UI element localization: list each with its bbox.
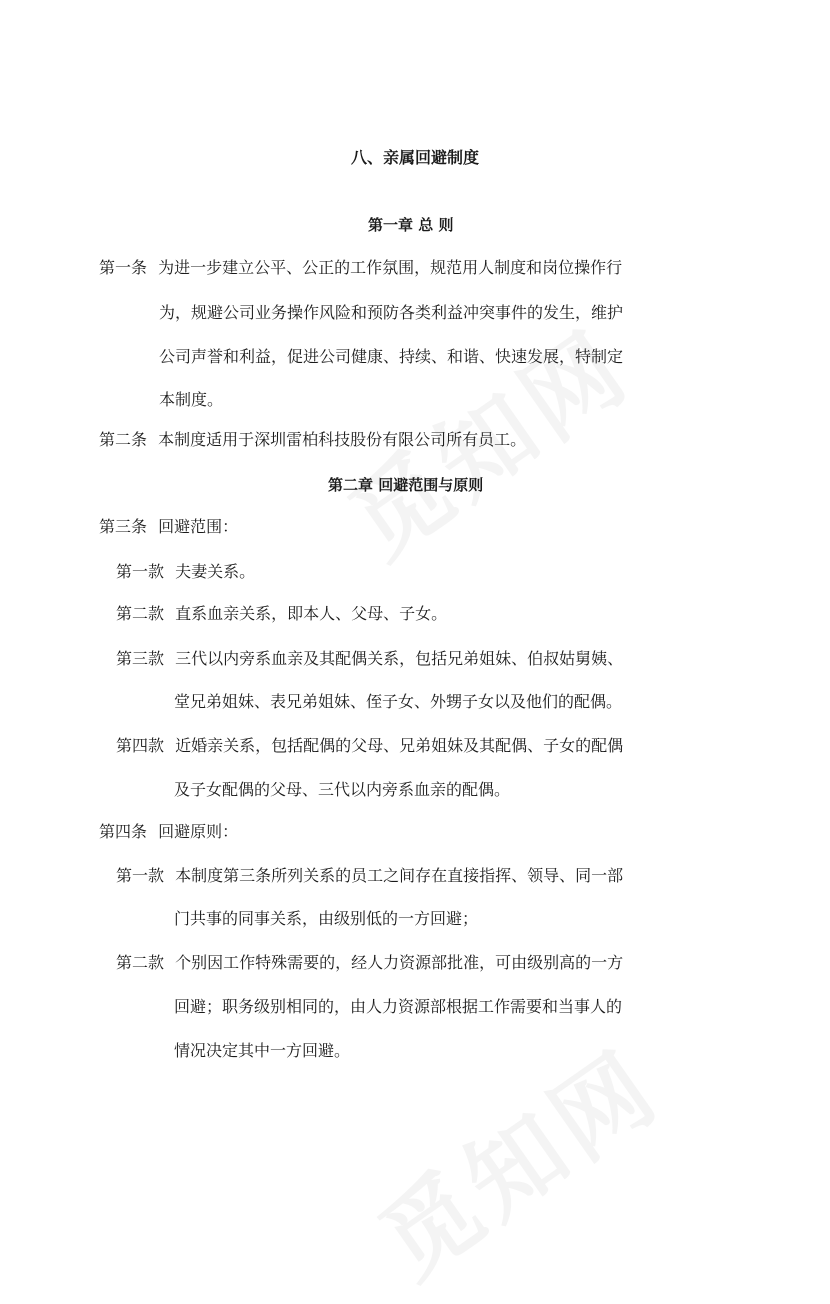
clause-text: 近婚亲关系，包括配偶的父母、兄弟姐妹及其配偶、子女的配偶 xyxy=(175,736,624,755)
article-1 xyxy=(99,258,622,278)
clause-text: 个别因工作特殊需要的，经人力资源部批准，可由级别高的一方 xyxy=(175,953,624,972)
article-label: 第一条 xyxy=(99,258,148,277)
article-text: 回避范围： xyxy=(158,517,239,536)
clause xyxy=(116,866,623,886)
clause-label: 第二款 xyxy=(116,953,165,972)
clause-label: 第四款 xyxy=(116,736,165,755)
clause-text: 本制度第三条所列关系的员工之间存在直接指挥、领导、同一部 xyxy=(175,866,624,885)
clause xyxy=(116,953,623,973)
article-2 xyxy=(99,430,526,450)
article-label: 第二条 xyxy=(99,430,148,449)
article-text-line: 为，规避公司业务操作风险和预防各类利益冲突事件的发生，维护 xyxy=(159,303,624,322)
clause-text-line: 情况决定其中一方回避。 xyxy=(174,1041,351,1060)
clause-label: 第一款 xyxy=(116,562,165,581)
clause-text: 夫妻关系。 xyxy=(175,562,256,581)
clause xyxy=(116,562,255,582)
document-title: 八、亲属回避制度 xyxy=(350,148,479,167)
chapter-heading: 第二章 回避范围与原则 xyxy=(328,476,484,494)
article-text-line: 本制度。 xyxy=(159,390,224,409)
clause-text-line: 及子女配偶的父母、三代以内旁系血亲的配偶。 xyxy=(174,780,511,799)
clause xyxy=(116,736,623,756)
clause-label: 第一款 xyxy=(116,866,165,885)
clause-text-line: 门共事的同事关系，由级别低的一方回避； xyxy=(174,909,479,928)
article-label: 第三条 xyxy=(99,517,148,536)
clause-text: 三代以内旁系血亲及其配偶关系，包括兄弟姐妹、伯叔姑舅姨、 xyxy=(175,649,624,668)
clause-label: 第三款 xyxy=(116,649,165,668)
clause xyxy=(116,604,447,624)
article-3 xyxy=(99,517,238,537)
article-text: 本制度适用于深圳雷柏科技股份有限公司所有员工。 xyxy=(158,430,527,449)
clause-text-line: 堂兄弟姐妹、表兄弟姐妹、侄子女、外甥子女以及他们的配偶。 xyxy=(174,692,623,711)
watermark xyxy=(349,1013,683,1304)
clause-text: 直系血亲关系，即本人、父母、子女。 xyxy=(175,604,448,623)
article-text: 回避原则： xyxy=(158,822,239,841)
clause-text-line: 回避；职务级别相同的，由人力资源部根据工作需要和当事人的 xyxy=(174,997,623,1016)
article-4 xyxy=(99,822,238,842)
chapter-heading: 第一章 总 则 xyxy=(368,216,454,234)
article-text: 为进一步建立公平、公正的工作氛围，规范用人制度和岗位操作行 xyxy=(158,258,623,277)
article-label: 第四条 xyxy=(99,822,148,841)
article-text-line: 公司声誉和利益，促进公司健康、持续、和谐、快速发展，特制定 xyxy=(159,347,624,366)
clause xyxy=(116,649,623,669)
clause-label: 第二款 xyxy=(116,604,165,623)
